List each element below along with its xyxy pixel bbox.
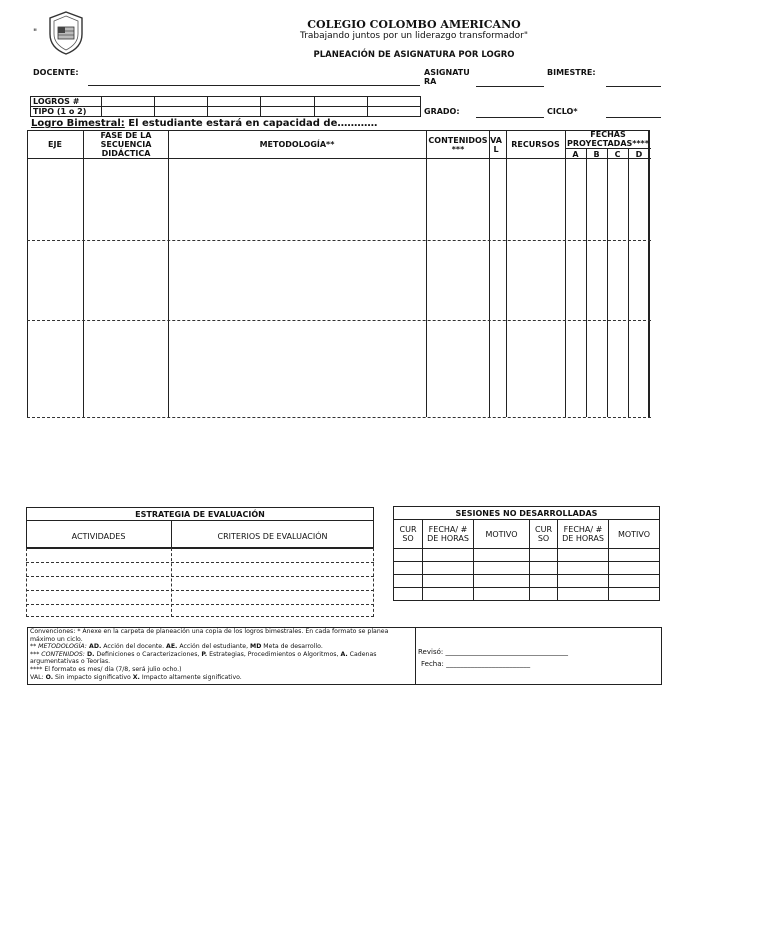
plan-table [27, 130, 650, 417]
plan-table-bottom [27, 417, 651, 418]
col-divider [83, 130, 84, 417]
quote-mark: " [33, 28, 38, 38]
convenciones-line: **** El formato es mes/ día (7/8, será julio ocho.) [30, 665, 182, 673]
tipo-cell[interactable] [155, 107, 208, 117]
col-fechas: FECHAS PROYECTADAS**** [566, 130, 650, 148]
school-motto: Trabajando juntos por un liderazgo transformador" [300, 31, 528, 41]
evaluacion-body[interactable] [26, 548, 374, 617]
logros-grid [30, 96, 421, 117]
logros-cell[interactable] [367, 97, 420, 107]
plan-row-separator [27, 240, 651, 241]
col-motivo: MOTIVO [609, 520, 660, 549]
convenciones-line: VAL: O. Sin impacto significativo X. Impacto altamente significativo. [30, 673, 242, 681]
logros-cell[interactable] [208, 97, 261, 107]
tipo-cell[interactable] [314, 107, 367, 117]
col-criterios: CRITERIOS DE EVALUACIÓN [217, 532, 328, 541]
fecha-field[interactable]: Fecha: ________________________ [421, 660, 531, 668]
col-divider [607, 148, 608, 417]
col-fecha-a: A [572, 150, 579, 159]
col-curso: CUR SO [530, 520, 558, 549]
col-actividades: ACTIVIDADES [71, 532, 126, 541]
col-divider [628, 148, 629, 417]
bimestre-input-line[interactable] [606, 86, 661, 87]
convenciones-divider [415, 627, 416, 685]
col-fecha-horas: FECHA/ # DE HORAS [558, 520, 609, 549]
col-divider [565, 130, 566, 417]
sesiones-row[interactable] [394, 562, 660, 575]
logros-cell[interactable] [102, 97, 155, 107]
ciclo-input-line[interactable] [606, 117, 661, 118]
evaluacion-body-divider [171, 548, 172, 617]
evaluacion-title-divider [26, 520, 374, 521]
convenciones-line: *** CONTENIDOS: D. Definiciones o Caracterizaciones, P. Estrategias, Procedimientos o Algoritmos, A. Cadenas argumentativas o Teorías. [30, 650, 377, 666]
sesiones-row[interactable] [394, 549, 660, 562]
tipo-cell[interactable] [367, 107, 420, 117]
tipo-cell[interactable] [208, 107, 261, 117]
col-motivo: MOTIVO [474, 520, 530, 549]
grado-input-line[interactable] [476, 117, 544, 118]
sesiones-table [393, 506, 660, 601]
asignatura-label-2: RA [424, 77, 437, 86]
fechas-subdivider [565, 148, 651, 149]
tipo-cell[interactable] [261, 107, 314, 117]
evaluacion-title: ESTRATEGIA DE EVALUACIÓN [135, 510, 265, 519]
evaluacion-row [26, 562, 374, 563]
form-title: PLANEACIÓN DE ASIGNATURA POR LOGRO [313, 50, 515, 60]
logros-cell[interactable] [261, 97, 314, 107]
col-fecha-d: D [635, 150, 643, 159]
tipo-cell[interactable] [102, 107, 155, 117]
logro-bimestral [31, 118, 377, 129]
logro-bimestral-text: El estudiante estará en capacidad de………… [124, 118, 378, 129]
col-fecha-horas: FECHA/ # DE HORAS [423, 520, 474, 549]
logros-cell[interactable] [314, 97, 367, 107]
sesiones-row[interactable] [394, 575, 660, 588]
col-recursos: RECURSOS [511, 140, 560, 149]
col-fecha-b: B [593, 150, 600, 159]
asignatura-label-1: ASIGNATU [424, 68, 470, 77]
reviso-field[interactable]: Revisó: ___________________________________ [418, 648, 568, 656]
grado-label: GRADO: [424, 107, 460, 116]
col-contenidos: CONTENIDOS *** [428, 136, 488, 154]
col-divider [586, 148, 587, 417]
col-metodologia: METODOLOGÍA** [259, 140, 335, 149]
col-val: VA L [490, 136, 502, 154]
docente-label: DOCENTE: [33, 68, 79, 77]
sesiones-title: SESIONES NO DESARROLLADAS [394, 507, 660, 520]
convenciones-text [30, 628, 414, 681]
bimestre-label: BIMESTRE: [547, 68, 596, 77]
col-divider [489, 130, 490, 417]
docente-input-line[interactable] [88, 85, 420, 86]
col-eje: EJE [48, 140, 62, 149]
evaluacion-row [26, 590, 374, 591]
ciclo-label: CICLO* [547, 107, 578, 116]
evaluacion-row [26, 576, 374, 577]
school-name: COLEGIO COLOMBO AMERICANO [307, 18, 521, 31]
logros-cell[interactable] [155, 97, 208, 107]
col-fase: FASE DE LA SECUENCIA DIDÁCTICA [100, 131, 152, 158]
col-divider [168, 130, 169, 417]
col-curso: CUR SO [394, 520, 423, 549]
logros-label: LOGROS # [31, 97, 102, 107]
sesiones-row[interactable] [394, 588, 660, 601]
plan-header-divider [27, 158, 651, 159]
col-fecha-c: C [614, 150, 621, 159]
plan-row-separator [27, 320, 651, 321]
col-divider [426, 130, 427, 417]
asignatura-input-line[interactable] [476, 86, 544, 87]
school-logo [46, 10, 86, 56]
evaluacion-col-divider [171, 520, 172, 548]
convenciones-line: ** METODOLOGÍA: AD. Acción del docente. AE. Acción del estudiante, MD Meta de desarrollo. [30, 643, 323, 651]
col-divider [506, 130, 507, 417]
evaluacion-row [26, 604, 374, 605]
tipo-label: TIPO (1 o 2) [31, 107, 102, 117]
convenciones-line: Convenciones: * Anexe en la carpeta de planeación una copia de los logros bimestrales. En cada formato se planea máximo un ciclo. [30, 628, 389, 643]
logro-bimestral-label: Logro Bimestral: [31, 118, 125, 129]
